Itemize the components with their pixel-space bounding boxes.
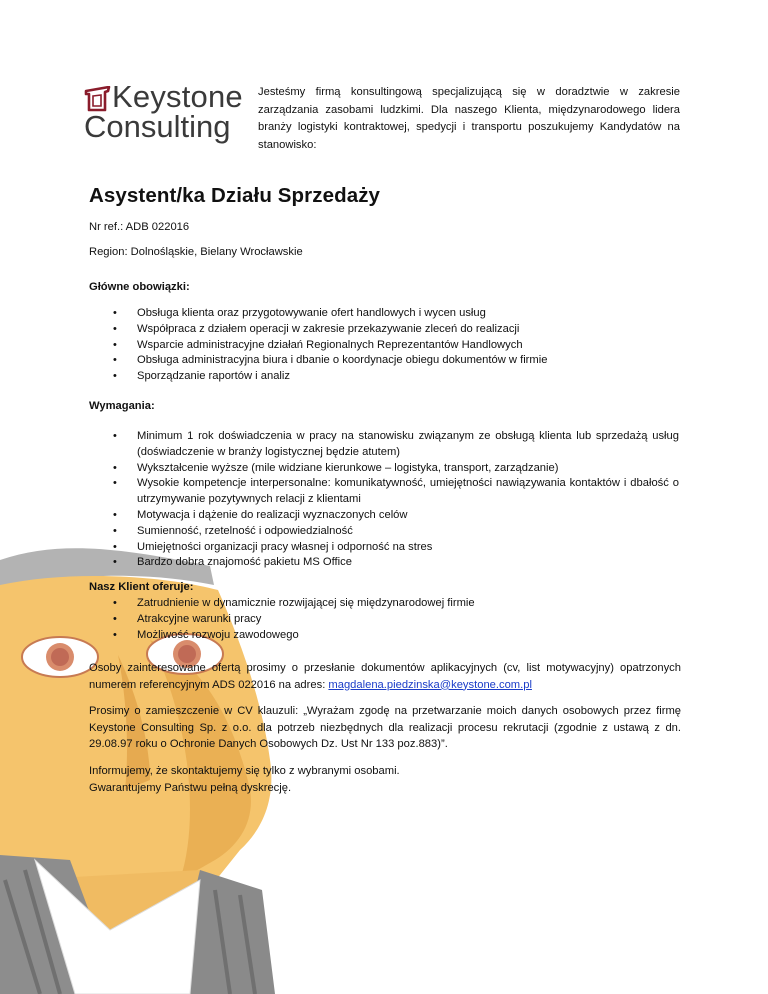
list-item: • Możliwość rozwoju zawodowego (89, 628, 679, 644)
list-item: • Zatrudnienie w dynamicznie rozwijającej się międzynarodowej firmie (89, 596, 679, 612)
logo-text-keystone: Keystone (112, 79, 243, 114)
list-item: • Bardzo dobra znajomość pakietu MS Office (89, 555, 679, 571)
list-item: • Obsługa klienta oraz przygotowywanie ofert handlowych i wycen usług (89, 306, 679, 322)
application-paragraph (89, 660, 681, 693)
offer-list (89, 596, 679, 643)
list-item: • Wysokie kompetencje interpersonalne: komunikatywność, umiejętności nawiązywania kontaktów i dbałość o utrzymywanie pozytywnych relacji z klientami (89, 476, 679, 508)
job-title: Asystent/ka Działu Sprzedaży (89, 184, 381, 207)
requirements-list (89, 429, 679, 571)
list-item: • Sumienność, rzetelność i odpowiedzialność (89, 524, 679, 540)
contact-email-link[interactable]: magdalena.piedzinska@keystone.com.pl (328, 678, 532, 691)
closing-note (89, 763, 681, 796)
data-consent-clause: Prosimy o zamieszczenie w CV klauzuli: „Wyrażam zgodę na przetwarzanie moich danych osobowych przez firmę Keystone Consulting Sp. z o.o. dla potrzeb niezbędnych dla realizacji procesu rekrutacji (zgodnie z ustawą z dn. 29.08.97 roku o Ochronie Danych Osobowych Dz. Ust Nr 133 poz.883)”. (89, 705, 681, 751)
requirements-heading: Wymagania: (89, 400, 155, 412)
application-text: Osoby zainteresowane ofertą prosimy o przesłanie dokumentów aplikacyjnych (cv, list motywacyjny) opatrzonych numerem referencyjnym ADS 022016 na adres: (89, 662, 681, 691)
list-item: • Obsługa administracyjna biura i dbanie o koordynacje obiegu dokumentów w firmie (89, 353, 679, 369)
list-item: • Współpraca z działem operacji w zakresie przekazywanie zleceń do realizacji (89, 322, 679, 338)
duties-heading: Główne obowiązki: (89, 281, 190, 293)
region: Region: Dolnośląskie, Bielany Wrocławskie (89, 246, 303, 258)
list-item: • Wykształcenie wyższe (mile widziane kierunkowe – logistyka, transport, zarządzanie) (89, 461, 679, 477)
keystone-logo (84, 79, 243, 150)
list-item: • Atrakcyjne warunki pracy (89, 612, 679, 628)
intro-paragraph: Jesteśmy firmą konsultingową specjalizującą się w doradztwie w zakresie zarządzania zasobami ludzkimi. Dla naszego Klienta, międzynarodowego lidera branży logistyki kontraktowej, spedycji i transportu poszukujemy Kandydatów na stanowisko: (258, 86, 680, 151)
offer-heading: Nasz Klient oferuje: (89, 581, 194, 593)
closing-line-contact: Informujemy, że skontaktujemy się tylko z wybranymi osobami. (89, 765, 400, 777)
closing-line-discretion: Gwarantujemy Państwu pełną dyskrecję. (89, 781, 292, 794)
reference-number: Nr ref.: ADB 022016 (89, 221, 190, 233)
list-item: • Minimum 1 rok doświadczenia w pracy na stanowisku związanym ze obsługą klienta lub sprzedażą usług (doświadczenie w branży logistycznej będzie atutem) (89, 429, 679, 461)
list-item: • Wsparcie administracyjne działań Regionalnych Reprezentantów Handlowych (89, 338, 679, 354)
logo-text-consulting: Consulting (84, 109, 231, 144)
list-item: • Sporządzanie raportów i analiz (89, 369, 679, 385)
list-item: • Umiejętności organizacji pracy własnej i odporność na stres (89, 540, 679, 556)
list-item: • Motywacja i dążenie do realizacji wyznaczonych celów (89, 508, 679, 524)
duties-list (89, 306, 679, 385)
